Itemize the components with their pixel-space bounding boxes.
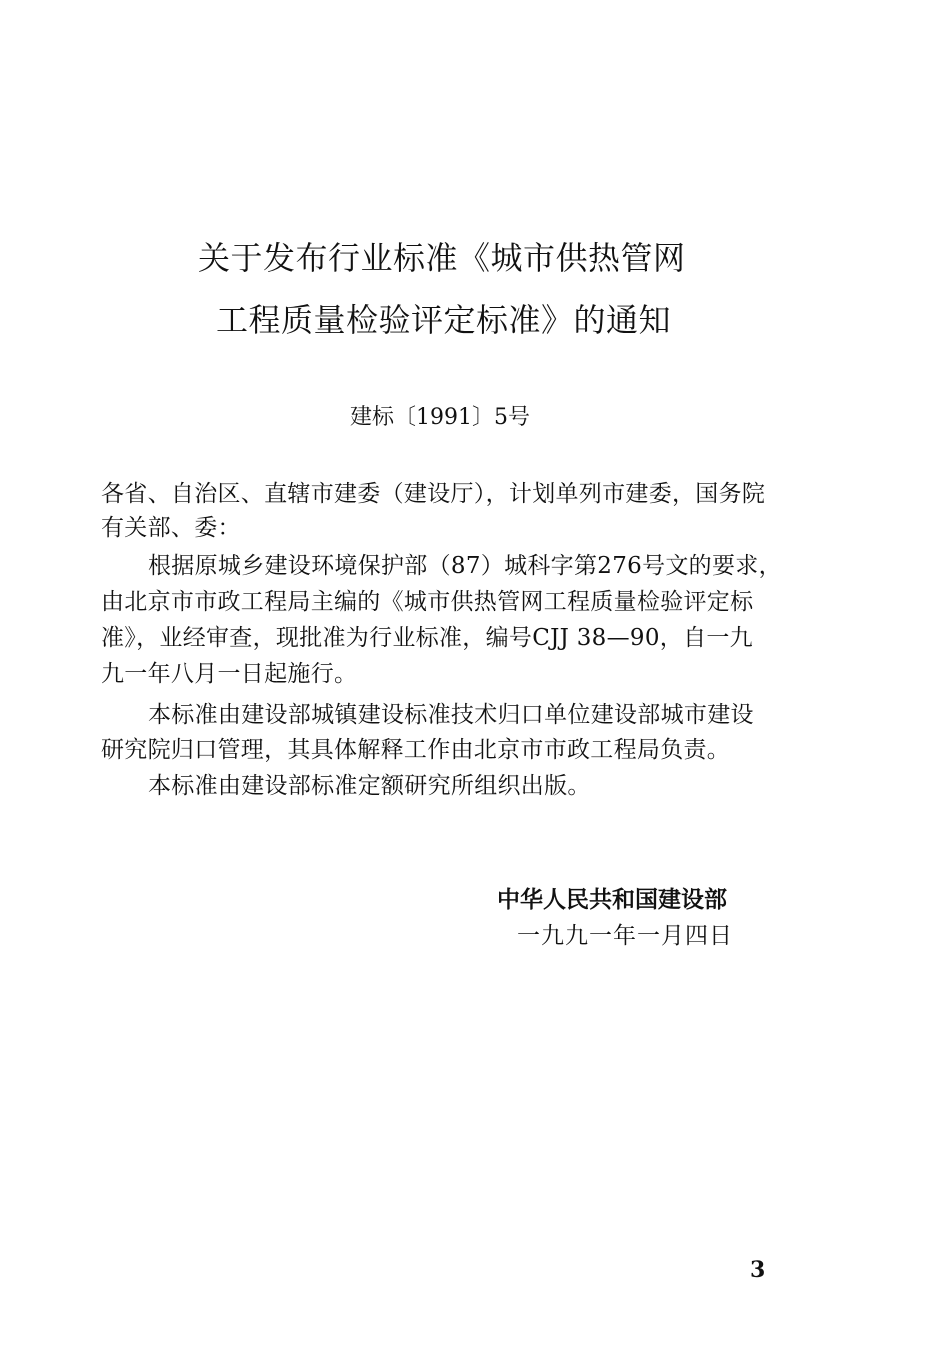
signature-date: 一九九一年一月四日	[517, 923, 733, 949]
title-line-2: 工程质量检验评定标准》的通知	[216, 301, 672, 339]
document-number: 建标〔1991〕5号	[350, 405, 530, 430]
page-number: 3	[750, 1257, 766, 1283]
paragraph-3-line-1: 本标准由建设部标准定额研究所组织出版。	[148, 773, 591, 799]
paragraph-1-line-1: 根据原城乡建设环境保护部（87）城科字第276号文的要求，	[148, 553, 782, 579]
addressee-line-1: 各省、自治区、直辖市建委（建设厅），计划单列市建委，国务院	[101, 481, 766, 507]
title-line-1: 关于发布行业标准《城市供热管网	[198, 239, 686, 277]
signer: 中华人民共和国建设部	[497, 886, 727, 913]
paragraph-2-line-1: 本标准由建设部城镇建设标准技术归口单位建设部城市建设	[148, 702, 754, 728]
paragraph-1-line-4: 九一年八月一日起施行。	[101, 661, 358, 687]
paragraph-1-line-3: 准》，业经审查，现批准为行业标准，编号CJJ 38—90，自一九	[101, 625, 753, 651]
addressee-line-2: 有关部、委：	[101, 515, 241, 541]
paragraph-1-line-2: 由北京市市政工程局主编的《城市供热管网工程质量检验评定标	[101, 589, 754, 615]
paragraph-2-line-2: 研究院归口管理，其具体解释工作由北京市市政工程局负责。	[101, 737, 731, 763]
